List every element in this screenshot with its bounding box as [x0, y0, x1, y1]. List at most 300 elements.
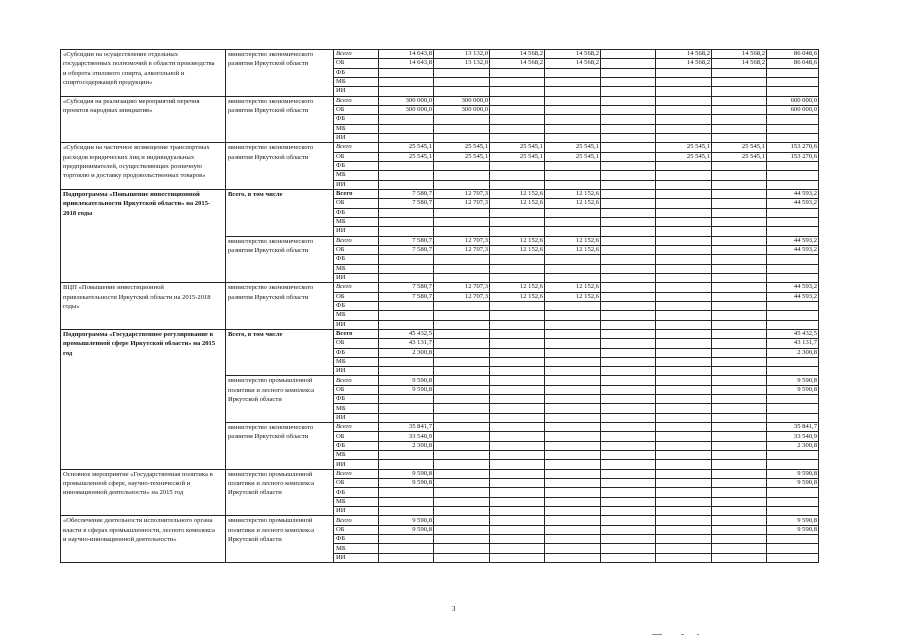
- amount-cell: 14 568,2: [656, 59, 712, 68]
- amount-cell: [601, 535, 656, 544]
- amount-cell: [601, 152, 656, 161]
- funding-source-label: ФБ: [334, 255, 379, 264]
- amount-total-cell: 9 590,8: [767, 469, 819, 478]
- measure-name-line: год: [63, 349, 73, 357]
- amount-cell: [490, 180, 545, 189]
- funding-source-label: ИИ: [334, 553, 379, 562]
- amount-cell: [545, 469, 601, 478]
- amount-cell: [379, 535, 434, 544]
- measure-name-line: ВЦП «Повышение инвестиционной: [63, 284, 164, 292]
- amount-cell: [601, 292, 656, 301]
- amount-cell: [434, 544, 490, 553]
- amount-cell: [545, 96, 601, 105]
- funding-source-label: ФБ: [334, 348, 379, 357]
- amount-cell: 2 300,8: [379, 348, 434, 357]
- amount-cell: [601, 441, 656, 450]
- amount-cell: [601, 385, 656, 394]
- amount-cell: [656, 488, 712, 497]
- amount-cell: [379, 171, 434, 180]
- amount-cell: 13 132,0: [434, 50, 490, 59]
- amount-cell: 14 568,2: [490, 50, 545, 59]
- amount-cell: [601, 423, 656, 432]
- amount-cell: [712, 105, 767, 114]
- amount-cell: [656, 199, 712, 208]
- amount-cell: [434, 87, 490, 96]
- amount-cell: [379, 507, 434, 516]
- amount-total-cell: [767, 208, 819, 217]
- amount-cell: 12 152,6: [545, 189, 601, 198]
- measure-name-line: Подпрограмма «Повышение инвестиционной: [63, 190, 200, 198]
- amount-cell: [656, 432, 712, 441]
- amount-cell: [601, 124, 656, 133]
- amount-cell: [434, 507, 490, 516]
- amount-total-cell: [767, 68, 819, 77]
- amount-cell: [379, 451, 434, 460]
- amount-cell: [545, 525, 601, 534]
- amount-cell: [601, 357, 656, 366]
- amount-cell: [601, 87, 656, 96]
- amount-total-cell: [767, 311, 819, 320]
- amount-cell: [712, 161, 767, 170]
- amount-cell: 14 568,2: [656, 50, 712, 59]
- amount-total-cell: [767, 115, 819, 124]
- amount-total-cell: [767, 320, 819, 329]
- amount-cell: [434, 432, 490, 441]
- amount-cell: [712, 339, 767, 348]
- amount-cell: [656, 133, 712, 142]
- amount-cell: 9 590,8: [379, 479, 434, 488]
- amount-total-cell: [767, 217, 819, 226]
- amount-cell: [712, 385, 767, 394]
- amount-cell: 9 590,8: [379, 469, 434, 478]
- amount-cell: [656, 348, 712, 357]
- amount-cell: 12 152,6: [545, 236, 601, 245]
- funding-source-label: ИИ: [334, 227, 379, 236]
- measure-name-line: «Субсидии на частичное возмещение транспортных: [63, 144, 210, 152]
- amount-cell: [545, 133, 601, 142]
- amount-cell: [601, 525, 656, 534]
- amount-cell: 300 000,0: [379, 96, 434, 105]
- amount-cell: [656, 525, 712, 534]
- amount-total-cell: 9 590,8: [767, 376, 819, 385]
- amount-cell: 45 432,5: [379, 329, 434, 338]
- measure-name-line: «Обеспечение деятельности исполнительного органа: [63, 517, 213, 525]
- amount-total-cell: 44 593,2: [767, 199, 819, 208]
- funding-source-label: Всего: [334, 189, 379, 198]
- amount-cell: [545, 367, 601, 376]
- amount-cell: [656, 553, 712, 562]
- amount-cell: [490, 469, 545, 478]
- amount-cell: [601, 273, 656, 282]
- amount-total-cell: [767, 507, 819, 516]
- amount-cell: 7 580,7: [379, 189, 434, 198]
- amount-cell: [545, 180, 601, 189]
- amount-cell: [490, 385, 545, 394]
- amount-cell: [490, 87, 545, 96]
- amount-cell: 14 568,2: [490, 59, 545, 68]
- amount-cell: 12 152,6: [490, 189, 545, 198]
- amount-cell: [434, 535, 490, 544]
- amount-cell: 25 545,1: [379, 143, 434, 152]
- amount-cell: 25 545,1: [434, 152, 490, 161]
- amount-cell: [712, 516, 767, 525]
- amount-cell: [434, 525, 490, 534]
- funding-source-label: МБ: [334, 311, 379, 320]
- amount-cell: [434, 68, 490, 77]
- funding-table: [60, 49, 819, 563]
- amount-cell: [545, 115, 601, 124]
- amount-total-cell: [767, 488, 819, 497]
- amount-cell: [434, 227, 490, 236]
- table-row: [61, 96, 819, 105]
- amount-total-cell: 2 300,8: [767, 441, 819, 450]
- executor-line: министерство экономического: [228, 97, 314, 105]
- amount-cell: [545, 432, 601, 441]
- amount-cell: [712, 525, 767, 534]
- amount-cell: [712, 348, 767, 357]
- amount-cell: [601, 376, 656, 385]
- measure-name-line: и научно-инновационной деятельности»: [63, 536, 177, 544]
- measure-name-line: государственных полномочий в области производства: [63, 60, 215, 68]
- amount-cell: [545, 124, 601, 133]
- amount-cell: [490, 497, 545, 506]
- funding-source-label: ФБ: [334, 115, 379, 124]
- executor-line: развития Иркутской области: [228, 433, 309, 441]
- amount-cell: [545, 273, 601, 282]
- amount-cell: [656, 497, 712, 506]
- amount-cell: [490, 68, 545, 77]
- amount-cell: [379, 320, 434, 329]
- amount-cell: [601, 115, 656, 124]
- measure-name-line: промышленной сфере Иркутской области» на 2015: [63, 340, 216, 348]
- funding-source-label: Всего: [334, 329, 379, 338]
- amount-cell: [490, 320, 545, 329]
- amount-cell: [712, 488, 767, 497]
- page-number: 3: [452, 605, 456, 613]
- measure-name-line: привлекательности Иркутской области на 2015-2018: [63, 293, 211, 301]
- executor-cell: [226, 96, 334, 143]
- amount-cell: [712, 124, 767, 133]
- amount-cell: [379, 413, 434, 422]
- amount-cell: [434, 488, 490, 497]
- amount-cell: 7 580,7: [379, 199, 434, 208]
- amount-cell: 25 545,1: [656, 152, 712, 161]
- amount-cell: [434, 497, 490, 506]
- amount-cell: [656, 227, 712, 236]
- amount-cell: [545, 395, 601, 404]
- amount-cell: [379, 255, 434, 264]
- amount-cell: 12 707,3: [434, 236, 490, 245]
- amount-cell: [379, 264, 434, 273]
- amount-cell: 12 152,6: [490, 245, 545, 254]
- amount-cell: [434, 180, 490, 189]
- amount-cell: [434, 451, 490, 460]
- amount-cell: [379, 161, 434, 170]
- amount-cell: [434, 553, 490, 562]
- amount-cell: [545, 385, 601, 394]
- amount-total-cell: 86 048,6: [767, 50, 819, 59]
- amount-total-cell: 9 590,8: [767, 525, 819, 534]
- amount-cell: [379, 87, 434, 96]
- amount-cell: [601, 245, 656, 254]
- executor-line: политики и лесного комплекса: [228, 386, 315, 394]
- amount-cell: [712, 171, 767, 180]
- amount-total-cell: 9 590,8: [767, 479, 819, 488]
- amount-total-cell: 153 270,6: [767, 143, 819, 152]
- amount-cell: [490, 227, 545, 236]
- amount-total-cell: [767, 301, 819, 310]
- amount-cell: [712, 68, 767, 77]
- amount-cell: [434, 460, 490, 469]
- amount-cell: [601, 348, 656, 357]
- amount-cell: [490, 329, 545, 338]
- amount-cell: [656, 105, 712, 114]
- amount-cell: [656, 367, 712, 376]
- amount-total-cell: [767, 367, 819, 376]
- amount-cell: [434, 413, 490, 422]
- amount-cell: 14 643,8: [379, 50, 434, 59]
- amount-cell: [656, 404, 712, 413]
- amount-cell: [712, 87, 767, 96]
- amount-cell: [490, 423, 545, 432]
- amount-cell: [601, 507, 656, 516]
- amount-cell: [656, 507, 712, 516]
- amount-cell: [712, 535, 767, 544]
- measure-name-line: «Субсидии на осуществление отдельных: [63, 51, 179, 58]
- amount-cell: [712, 479, 767, 488]
- amount-cell: 7 580,7: [379, 292, 434, 301]
- executor-cell: [226, 329, 334, 376]
- amount-cell: [434, 367, 490, 376]
- amount-cell: [545, 544, 601, 553]
- amount-cell: [601, 180, 656, 189]
- amount-cell: 12 152,6: [490, 292, 545, 301]
- amount-cell: [712, 115, 767, 124]
- executor-line: министерство промышленной: [228, 377, 313, 385]
- amount-cell: [490, 525, 545, 534]
- amount-cell: 25 545,1: [545, 152, 601, 161]
- amount-cell: [656, 292, 712, 301]
- amount-cell: [601, 105, 656, 114]
- funding-source-label: ИИ: [334, 367, 379, 376]
- measure-name-cell: [61, 50, 226, 97]
- amount-total-cell: [767, 413, 819, 422]
- amount-cell: [490, 432, 545, 441]
- amount-total-cell: [767, 227, 819, 236]
- amount-cell: [379, 460, 434, 469]
- amount-cell: 25 545,1: [379, 152, 434, 161]
- amount-total-cell: 44 593,2: [767, 245, 819, 254]
- amount-cell: [712, 199, 767, 208]
- amount-cell: [712, 227, 767, 236]
- amount-total-cell: [767, 535, 819, 544]
- amount-cell: [545, 227, 601, 236]
- amount-total-cell: 44 593,2: [767, 283, 819, 292]
- amount-cell: [545, 441, 601, 450]
- amount-cell: [656, 329, 712, 338]
- funding-source-label: Всего: [334, 143, 379, 152]
- amount-cell: [656, 236, 712, 245]
- measure-name-line: предпринимателей, осуществляющих розничную: [63, 162, 202, 170]
- amount-cell: [490, 488, 545, 497]
- amount-cell: 12 152,6: [545, 199, 601, 208]
- executor-line: Всего, в том числе: [228, 330, 283, 338]
- amount-total-cell: [767, 273, 819, 282]
- funding-source-label: ОБ: [334, 152, 379, 161]
- amount-cell: [490, 339, 545, 348]
- funding-source-label: ИИ: [334, 460, 379, 469]
- amount-cell: [656, 469, 712, 478]
- amount-cell: [601, 143, 656, 152]
- amount-cell: 12 707,3: [434, 245, 490, 254]
- amount-cell: [545, 208, 601, 217]
- amount-cell: [712, 189, 767, 198]
- amount-cell: [656, 460, 712, 469]
- amount-cell: [601, 553, 656, 562]
- amount-cell: [490, 395, 545, 404]
- scan-artifact: [652, 634, 662, 635]
- amount-cell: [601, 339, 656, 348]
- amount-total-cell: [767, 124, 819, 133]
- funding-source-label: Всего: [334, 516, 379, 525]
- amount-cell: [545, 553, 601, 562]
- amount-cell: [434, 469, 490, 478]
- amount-cell: [434, 255, 490, 264]
- amount-cell: 12 707,3: [434, 292, 490, 301]
- amount-cell: [545, 348, 601, 357]
- funding-source-label: ФБ: [334, 488, 379, 497]
- amount-cell: 300 000,0: [379, 105, 434, 114]
- amount-cell: [712, 320, 767, 329]
- measure-name-cell: [61, 283, 226, 330]
- amount-cell: [490, 544, 545, 553]
- amount-total-cell: 153 270,6: [767, 152, 819, 161]
- amount-cell: [712, 451, 767, 460]
- amount-cell: 14 568,2: [545, 59, 601, 68]
- funding-source-label: ИИ: [334, 507, 379, 516]
- amount-cell: [434, 320, 490, 329]
- amount-cell: 2 300,8: [379, 441, 434, 450]
- amount-cell: [601, 77, 656, 86]
- measure-name-line: спиртосодержащей продукции»: [63, 78, 153, 86]
- amount-total-cell: 9 590,8: [767, 516, 819, 525]
- amount-cell: [601, 264, 656, 273]
- executor-line: министерство экономического: [228, 144, 314, 152]
- amount-cell: [712, 544, 767, 553]
- executor-line: Всего, в том числе: [228, 190, 283, 198]
- amount-cell: [379, 180, 434, 189]
- amount-cell: [434, 385, 490, 394]
- amount-cell: [545, 357, 601, 366]
- amount-cell: [490, 171, 545, 180]
- amount-cell: [379, 497, 434, 506]
- executor-line: министерство промышленной: [228, 470, 313, 478]
- amount-cell: [434, 329, 490, 338]
- amount-cell: [601, 171, 656, 180]
- amount-cell: [601, 451, 656, 460]
- amount-cell: 12 707,3: [434, 189, 490, 198]
- amount-cell: [601, 367, 656, 376]
- funding-source-label: ОБ: [334, 105, 379, 114]
- amount-total-cell: [767, 180, 819, 189]
- amount-cell: [656, 283, 712, 292]
- funding-source-label: ИИ: [334, 273, 379, 282]
- funding-source-label: Всего: [334, 236, 379, 245]
- amount-cell: [656, 180, 712, 189]
- amount-total-cell: 44 593,2: [767, 189, 819, 198]
- amount-cell: [601, 460, 656, 469]
- amount-cell: [656, 535, 712, 544]
- amount-cell: 25 545,1: [712, 143, 767, 152]
- executor-line: развития Иркутской области: [228, 246, 309, 254]
- amount-cell: [379, 404, 434, 413]
- amount-cell: [434, 395, 490, 404]
- amount-cell: [712, 255, 767, 264]
- amount-cell: [379, 357, 434, 366]
- amount-cell: [490, 413, 545, 422]
- measure-name-line: расходов юридических лиц и индивидуальных: [63, 153, 195, 161]
- amount-cell: [712, 460, 767, 469]
- amount-cell: [490, 161, 545, 170]
- funding-source-label: ФБ: [334, 441, 379, 450]
- amount-cell: [379, 395, 434, 404]
- executor-line: политики и лесного комплекса: [228, 526, 315, 534]
- measure-name-cell: [61, 143, 226, 190]
- amount-cell: [545, 516, 601, 525]
- amount-cell: [656, 479, 712, 488]
- measure-name-line: инновационной деятельности» на 2015 год: [63, 489, 184, 497]
- amount-cell: [656, 208, 712, 217]
- amount-cell: [434, 217, 490, 226]
- amount-total-cell: [767, 404, 819, 413]
- scan-artifact: [697, 634, 699, 635]
- funding-source-label: ОБ: [334, 292, 379, 301]
- amount-cell: [379, 544, 434, 553]
- table-row: [61, 143, 819, 152]
- amount-cell: [545, 451, 601, 460]
- amount-cell: [434, 115, 490, 124]
- amount-cell: [601, 133, 656, 142]
- funding-source-label: МБ: [334, 544, 379, 553]
- executor-line: развития Иркутской области: [228, 153, 309, 161]
- amount-cell: [490, 348, 545, 357]
- amount-cell: [490, 451, 545, 460]
- measure-name-line: привлекательности Иркутской области» на 2015-: [63, 200, 211, 208]
- funding-source-label: ИИ: [334, 180, 379, 189]
- amount-cell: [601, 199, 656, 208]
- amount-cell: 9 590,8: [379, 525, 434, 534]
- amount-cell: [601, 236, 656, 245]
- amount-cell: [656, 544, 712, 553]
- executor-line: министерство промышленной: [228, 517, 313, 525]
- amount-cell: [601, 497, 656, 506]
- amount-cell: [545, 264, 601, 273]
- amount-cell: [434, 348, 490, 357]
- funding-source-label: ОБ: [334, 432, 379, 441]
- amount-total-cell: 86 048,6: [767, 59, 819, 68]
- amount-total-cell: 45 432,5: [767, 329, 819, 338]
- amount-cell: [601, 161, 656, 170]
- amount-cell: [712, 376, 767, 385]
- funding-table-body: [61, 50, 819, 563]
- amount-cell: 14 568,2: [712, 50, 767, 59]
- funding-source-label: ИИ: [334, 133, 379, 142]
- funding-source-label: ОБ: [334, 385, 379, 394]
- amount-cell: [601, 404, 656, 413]
- amount-cell: [434, 376, 490, 385]
- amount-cell: 33 540,9: [379, 432, 434, 441]
- amount-cell: [656, 68, 712, 77]
